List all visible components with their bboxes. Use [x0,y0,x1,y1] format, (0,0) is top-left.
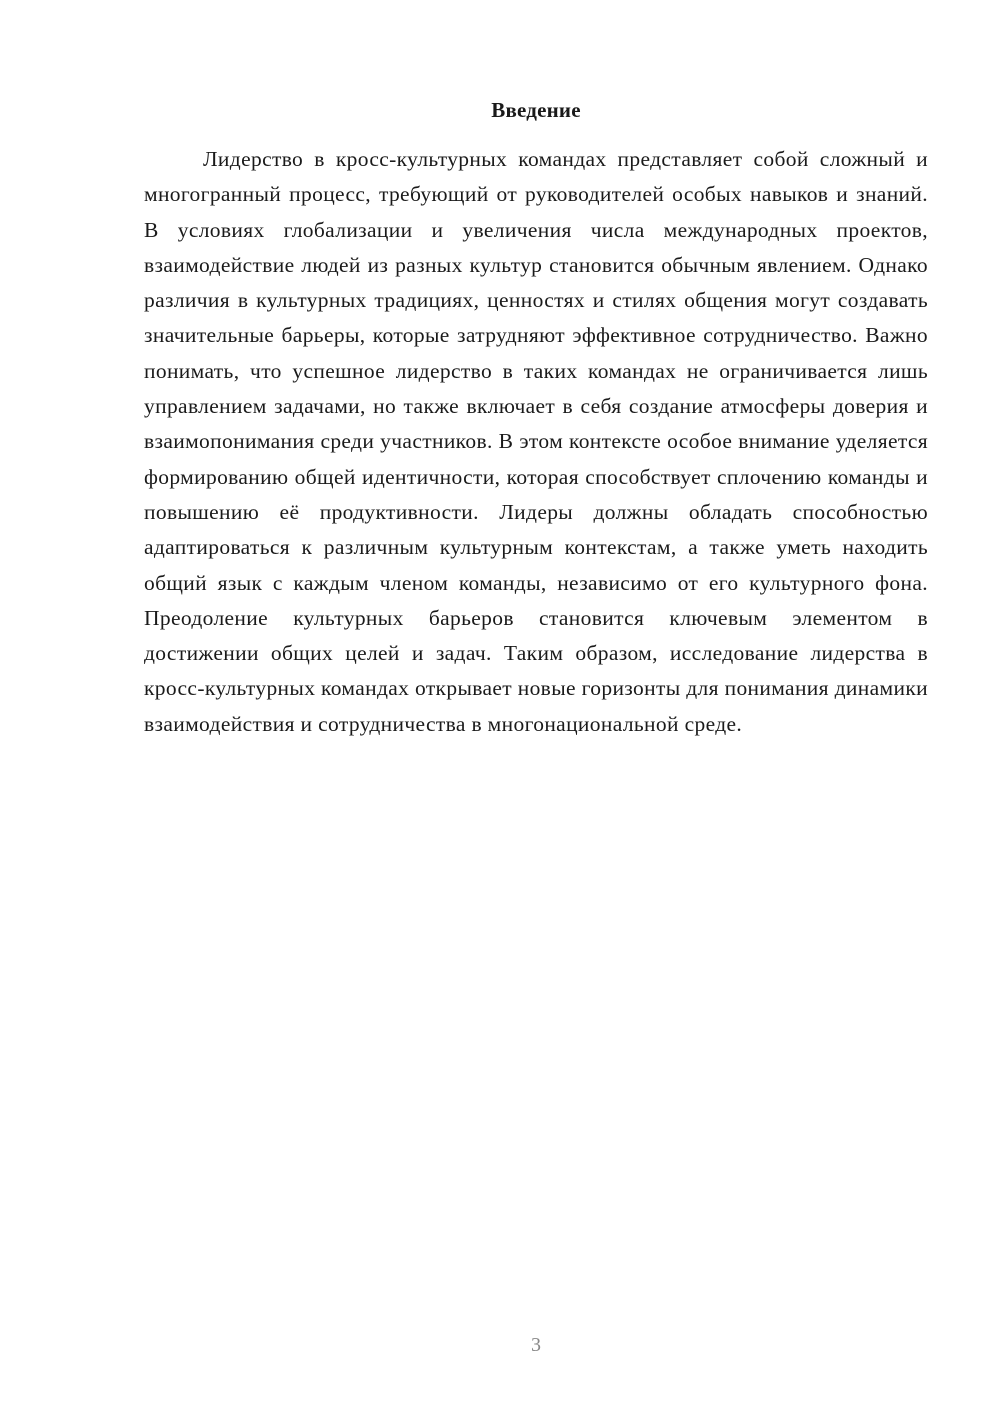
intro-paragraph: Лидерство в кросс-культурных командах представляет собой сложный и многогранный процесс, требующий от руководителей особых навыков и знаний. В условиях глобализации и увеличения числа международных проектов, взаимодействие людей из разных культур становится обычным явлением. Однако различия в культурных традициях, ценностях и стилях общения могут создавать значительные барьеры, которые затрудняют эффективное сотрудничество. Важно понимать, что успешное лидерство в таких командах не ограничивается лишь управлением задачами, но также включает в себя создание атмосферы доверия и взаимопонимания среди участников. В этом контексте особое внимание уделяется формированию общей идентичности, которая способствует сплочению команды и повышению её продуктивности. Лидеры должны обладать способностью адаптироваться к различным культурным контекстам, а также уметь находить общий язык с каждым членом команды, независимо от его культурного фона. Преодоление культурных барьеров становится ключевым элементом в достижении общих целей и задач. Таким образом, исследование лидерства в кросс-культурных командах открывает новые горизонты для понимания динамики взаимодействия и сотрудничества в многонациональной среде. [144,147,928,736]
section-heading: Введение [491,98,581,122]
page-number: 3 [531,1334,541,1356]
